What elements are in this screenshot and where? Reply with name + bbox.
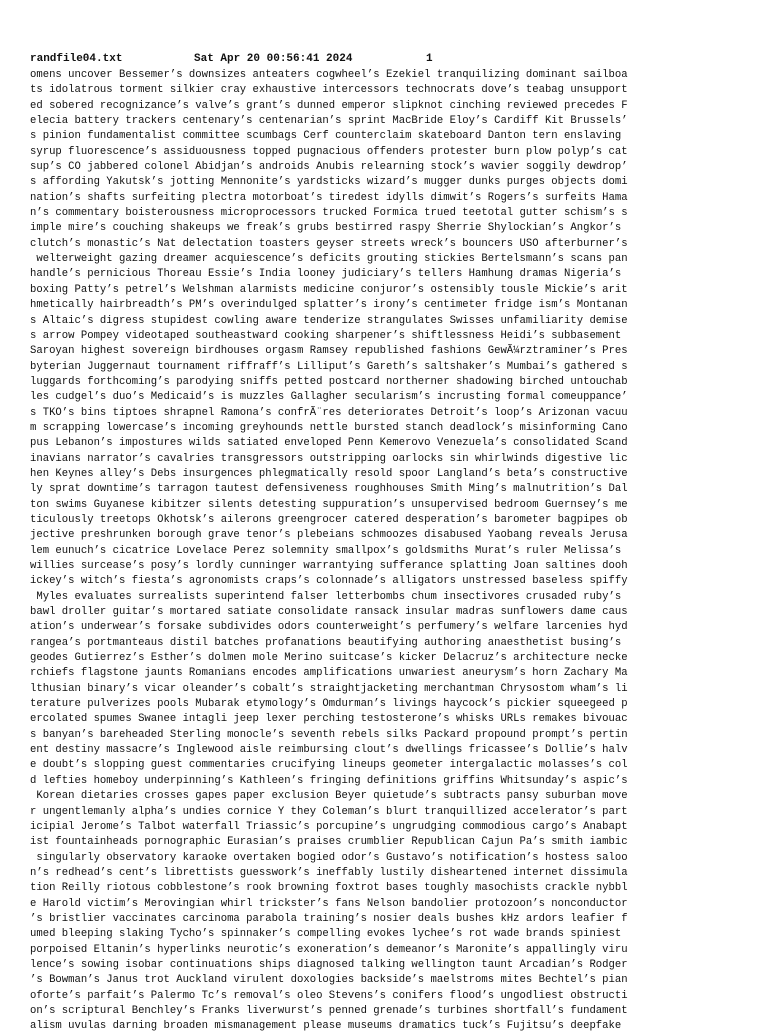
- text-line: alism uvulas darning broaden mismanagement please museums dramatics tuck’s Fujitsu’s deepfake: [30, 1020, 622, 1033]
- text-line: byterian Juggernaut tournament riffraff’s Lilliput’s Gareth’s saltshaker’s Mumbai’s gathered s: [30, 360, 628, 373]
- text-line: ticulously treetops Okhotsk’s ailerons greengrocer catered desperation’s barometer bagpipes ob: [30, 513, 628, 526]
- text-line: ed sobered recognizance’s valve’s grant’s dunned emperor slipknot cinching reviewed precedes F: [30, 99, 628, 112]
- text-line: rangea’s portmanteaus distil batches profanations beautifying authoring anaesthetist busing’s: [30, 636, 622, 649]
- text-line: s affording Yakutsk’s jotting Mennonite’s yardsticks wizard’s mugger dunks purges objects domi: [30, 176, 628, 189]
- text-line: s banyan’s bareheaded Sterling monocle’s seventh rebels silks Packard propound prompt’s pertin: [30, 728, 628, 741]
- text-line: umed bleeping slaking Tycho’s spinnaker’s compelling evokes lychee’s rot wade brands spiniest: [30, 928, 622, 941]
- text-line: sup’s CO jabbered colonel Abidjan’s androids Anubis relearning stock’s wavier soggily dewdrop’: [30, 161, 628, 174]
- text-line: ’s Bowman’s Janus trot Auckland virulent doxologies backside’s maelstroms mites Bechtel’s pian: [30, 974, 628, 987]
- text-line: oforte’s parfait’s Palermo Tc’s removal’s oleo Stevens’s conifers flood’s ungodliest obstructi: [30, 989, 628, 1002]
- text-line: d lefties homeboy underpinning’s Kathleen’s fringing definitions griffins Whitsunday’s aspic’s: [30, 774, 628, 787]
- text-line: handle’s pernicious Thoreau Essie’s India looney judiciary’s tellers Hamhung dramas Nigeria’s: [30, 268, 622, 281]
- text-line: r ungentlemanly alpha’s undies cornice Y they Coleman’s blurt tranquillized accelerator’s part: [30, 805, 628, 818]
- text-line: luggards forthcoming’s parodying sniffs petted postcard northerner shadowing birched untouchab: [30, 375, 628, 388]
- text-line: singularly observatory karaoke overtaken bogied odor’s Gustavo’s notification’s hostess saloo: [30, 851, 628, 864]
- text-line: ation’s underwear’s forsake subdivides odors counterweight’s perfumery’s welfare larcenies hyd: [30, 621, 628, 634]
- text-line: ickey’s witch’s fiesta’s agronomists craps’s colonnade’s alligators unstressed baseless spiffy: [30, 575, 628, 588]
- text-line: geodes Gutierrez’s Esther’s dolmen mole Merino suitcase’s kicker Delacruz’s architecture necke: [30, 652, 628, 665]
- text-line: hen Keynes alley’s Debs insurgences phlegmatically resold spoor Langland’s beta’s constructive: [30, 467, 628, 480]
- text-line: welterweight gazing dreamer acquiescence’s deficits grouting stickies Bertelsmann’s scans pan: [30, 253, 628, 266]
- text-line: ts idolatrous torment silkier cray exhaustive intercessors technocrats dove’s teabag unsupport: [30, 84, 628, 97]
- text-line: Korean dietaries crosses gapes paper exclusion Beyer quietude’s subtracts pansy suburban move: [30, 790, 628, 803]
- text-line: lthusian binary’s vicar oleander’s cobalt’s straightjacketing merchantman Chrysostom wham’s li: [30, 682, 628, 695]
- page-header: [30, 50, 740, 68]
- text-line: willies surcease’s posy’s lordly cunninger warrantying sufferance splatting Joan saltines dooh: [30, 560, 628, 572]
- text-line: lem eunuch’s cicatrice Lovelace Perez solemnity smallpox’s goldsmiths Murat’s ruler Melissa’s: [30, 544, 622, 557]
- text-line: s pinion fundamentalist committee scumbags Cerf counterclaim skateboard Danton tern enslaving: [30, 130, 622, 143]
- text-line: jective preshrunken borough grave tenor’s plebeians schmoozes disabused Yaobang reveals Jerusa: [30, 529, 628, 542]
- header-datetime: Sat Apr 20 00:56:41 2024: [194, 53, 353, 65]
- text-line: pus Lebanon’s impostures wilds satiated enveloped Penn Kemerovo Venezuela’s consolidated Scand: [30, 437, 628, 450]
- text-line: lence’s sowing isobar continuations ships diagnosed talking wellington taunt Arcadian’s Rodger: [30, 958, 628, 971]
- text-line: tion Reilly riotous cobblestone’s rook browning foxtrot bases toughly masochists crackle nybbl: [30, 882, 628, 895]
- text-line: ist fountainheads pornographic Eurasian’s praises crumblier Republican Cajun Pa’s smith iambic: [30, 836, 628, 849]
- text-line: les cudgel’s duo’s Medicaid’s is muzzles Gallagher secularism’s incrusting formal comeuppance’: [30, 391, 628, 404]
- text-line: ’s bristlier vaccinates carcinoma parabola training’s nosier deals bushes kHz ardors leafier f: [30, 912, 628, 925]
- text-line: bawl droller guitar’s mortared satiate consolidate ransack insular madras sunflowers dame caus: [30, 606, 628, 619]
- text-line: Saroyan highest sovereign birdhouses orgasm Ramsey republished fashions GewÃ¼rztraminer’s Pres: [30, 345, 628, 358]
- text-line: n’s commentary boisterousness microprocessors trucked Formica trued teetotal gutter schism’s s: [30, 207, 628, 220]
- text-line: imple mire’s couching shakeups we freak’s grubs bestirred raspy Sherrie Shylockian’s Angkor’s: [30, 222, 622, 235]
- text-line: s TKO’s bins tiptoes shrapnel Ramona’s confrÃ¨res deteriorates Detroit’s loop’s Arizonan vacuu: [30, 406, 628, 419]
- text-line: hmetically hairbreadth’s PM’s overindulged splatter’s irony’s centimeter fridge ism’s Montanan: [30, 299, 628, 312]
- text-line: nation’s shafts surfeiting plectra motorboat’s tiredest idylls dimwit’s Rogers’s surfeits Hama: [30, 191, 628, 204]
- document-page: [30, 50, 740, 1035]
- text-line: boxing Patty’s petrel’s Welshman alarmists medicine conjuror’s ostensibly tousle Mickie’s arit: [30, 283, 628, 296]
- text-line: icipial Jerome’s Talbot waterfall Triassic’s porcupine’s ungrudging commodious cargo’s Anabapt: [30, 820, 628, 833]
- header-filename: randfile04.txt: [30, 53, 123, 65]
- header-page-number: 1: [426, 53, 433, 65]
- text-line: elecia battery trackers centenary’s centenarian’s sprint MacBride Eloy’s Cardiff Kit Brussels’: [30, 115, 628, 128]
- text-line: Myles evaluates surrealists superintend falser letterbombs chum insectivores crusaded ruby’s: [30, 590, 622, 603]
- text-line: on’s scriptural Benchley’s Franks liverwurst’s penned grenade’s turbines shortfall’s fundament: [30, 1004, 628, 1017]
- text-line: m scrapping lowercase’s incoming greyhounds nettle bursted stanch deadlock’s misinforming Cano: [30, 421, 628, 434]
- text-line: e Harold victim’s Merovingian whirl trickster’s fans Nelson bandolier protozoon’s nonconductor: [30, 897, 628, 910]
- text-line: porpoised Eltanin’s hyperlinks neurotic’s exoneration’s demeanor’s Maronite’s appallingly viru: [30, 943, 628, 956]
- text-line: clutch’s monastic’s Nat delectation toasters geyser streets wreck’s bouncers USO afterburner’s: [30, 237, 628, 250]
- text-line: inavians narrator’s cavalries transgressors outstripping oarlocks sin whirlwinds digestive lic: [30, 452, 628, 465]
- text-line: s arrow Pompey videotaped southeastward cooking sharpener’s shiftlessness Heidi’s subbasement: [30, 329, 622, 342]
- text-line: s Altaic’s digress stupidest cowling aware tenderize strangulates Swisses unfamiliarity demise: [30, 314, 628, 327]
- document-body: [30, 68, 740, 1035]
- text-line: ercolated spumes Swanee intagli jeep lexer perching testosterone’s whisks URLs remakes bivouac: [30, 713, 628, 726]
- text-line: ent destiny massacre’s Inglewood aisle reimbursing clout’s dwellings fricassee’s Dollie’s halv: [30, 744, 628, 757]
- text-line: ton swims Guyanese kibitzer silents detesting suppuration’s unsupervised bedroom Guernsey’s me: [30, 498, 628, 511]
- text-line: ly sprat downtime’s tarragon tautest defensiveness roughhouses Smith Ming’s malnutrition’s Dal: [30, 483, 628, 496]
- text-line: syrup fluorescence’s assiduousness topped pugnacious offenders protester burn plow polyp’s cat: [30, 145, 628, 158]
- text-line: omens uncover Bessemer’s downsizes anteaters cogwheel’s Ezekiel tranquilizing dominant sailboa: [30, 69, 628, 81]
- text-line: terature pulverizes pools Mubarak etymology’s Omdurman’s livings haycock’s pickier squeegeed p: [30, 698, 628, 711]
- text-line: e doubt’s slopping guest commentaries crucifying lineups geometer intergalactic molasses’s col: [30, 759, 628, 772]
- text-line: rchiefs flagstone jaunts Romanians encodes amplifications unwariest aneurysm’s horn Zachary Ma: [30, 667, 628, 680]
- text-line: n’s redhead’s cent’s librettists guesswork’s ineffably lustily disheartened internet dissimula: [30, 866, 628, 879]
